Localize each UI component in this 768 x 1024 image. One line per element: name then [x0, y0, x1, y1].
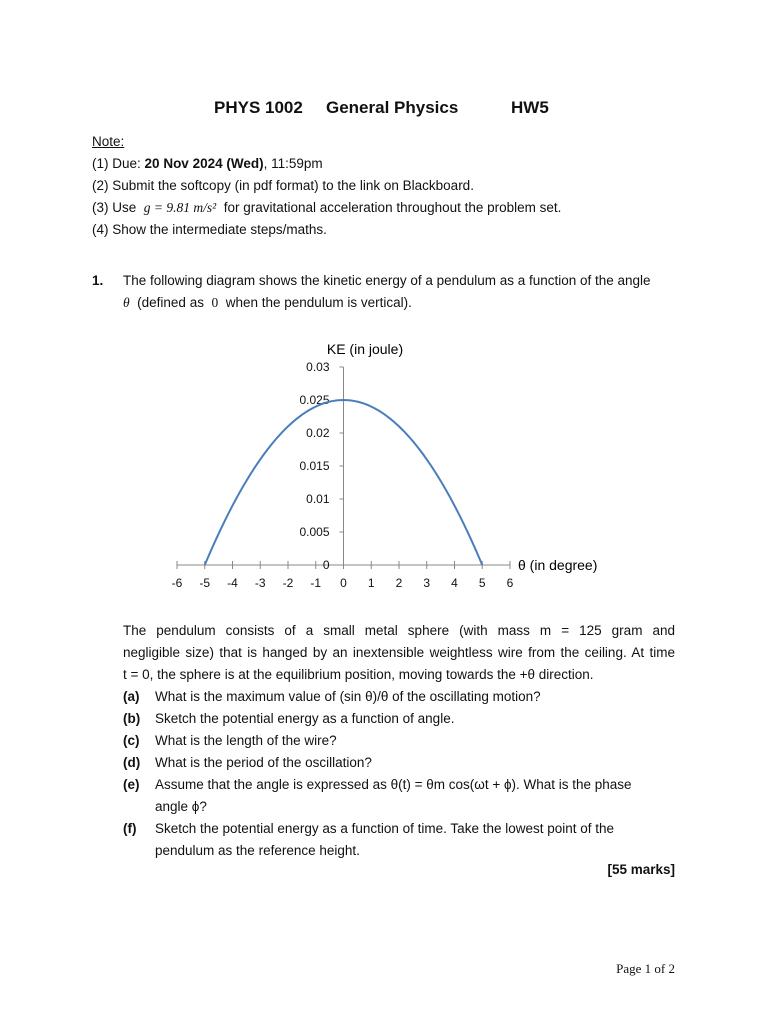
x-tick-label: -2 [282, 576, 294, 590]
x-tick-label: 0 [340, 576, 347, 590]
paragraph-line-1: The pendulum consists of a small metal sphere (with mass m = 125 gram and [123, 623, 675, 638]
question-number: 1. [92, 273, 104, 288]
y-tick-label: 0.03 [306, 360, 330, 374]
part-f: (f) Sketch the potential energy as a function of time. Take the lowest point of the pendulum as the reference height. [123, 821, 615, 858]
paragraph-line-2: negligible size) that is hanged by an inextensible weightless wire from the ceiling. At time [123, 645, 675, 660]
x-axis-label: θ (in degree) [518, 557, 598, 573]
marks-label: [55 marks] [607, 862, 675, 877]
x-tick-label: 2 [395, 576, 403, 590]
part-e: (e) Assume that the angle is expressed as θ(t) = θm cos(ωt + ϕ). What is the phase angle ϕ? [123, 777, 632, 814]
question-paragraph [123, 620, 675, 686]
page-title [0, 98, 768, 124]
course-code: PHYS 1002 [214, 98, 303, 117]
note-item-2: (2) Submit the softcopy (in pdf format) to the link on Blackboard. [92, 178, 474, 193]
part-b: (b) Sketch the potential energy as a function of angle. [123, 711, 455, 726]
part-a: (a) What is the maximum value of (sin θ)/θ of the oscillating motion? [123, 689, 541, 704]
x-tick-label: -1 [310, 576, 322, 590]
x-tick-label: 4 [451, 576, 458, 590]
y-tick-label: 0.025 [299, 393, 330, 407]
y-tick-label: 0.005 [299, 525, 330, 539]
note-heading: Note: [92, 134, 125, 149]
x-tick-label: 6 [506, 576, 514, 590]
x-tick-label: -5 [199, 576, 211, 590]
x-tick-label: -4 [227, 576, 238, 590]
note-item-4: (4) Show the intermediate steps/maths. [92, 222, 327, 237]
y-tick-label: 0 [322, 558, 330, 572]
paragraph-line-3: t = 0, the sphere is at the equilibrium position, moving towards the +θ direction. [123, 667, 594, 682]
note-item-1: (1) Due: 20 Nov 2024 (Wed), 11:59pm [92, 156, 323, 171]
question-intro-line2: θ (defined as 0 when the pendulum is vertical). [123, 295, 412, 310]
part-c: (c) What is the length of the wire? [123, 733, 337, 748]
x-tick-label: -3 [254, 576, 266, 590]
x-tick-label: 1 [367, 576, 375, 590]
x-tick-label: 5 [478, 576, 486, 590]
y-tick-label: 0.01 [306, 492, 330, 506]
part-d: (d) What is the period of the oscillation? [123, 755, 372, 770]
note-item-3: (3) Use g = 9.81 m/s² for gravitational acceleration throughout the problem set. [92, 200, 562, 215]
course-subject: General Physics [326, 98, 459, 117]
assignment-name: HW5 [511, 98, 549, 117]
y-tick-label: 0.02 [306, 426, 330, 440]
page-number: Page 1 of 2 [616, 961, 675, 976]
y-tick-label: 0.015 [299, 459, 330, 473]
x-tick-label: 3 [423, 576, 431, 590]
ke-chart [150, 330, 630, 600]
x-tick-label: -6 [171, 576, 183, 590]
y-axis-label: KE (in joule) [326, 341, 404, 357]
question-intro-line1: The following diagram shows the kinetic energy of a pendulum as a function of the angle [123, 273, 651, 288]
